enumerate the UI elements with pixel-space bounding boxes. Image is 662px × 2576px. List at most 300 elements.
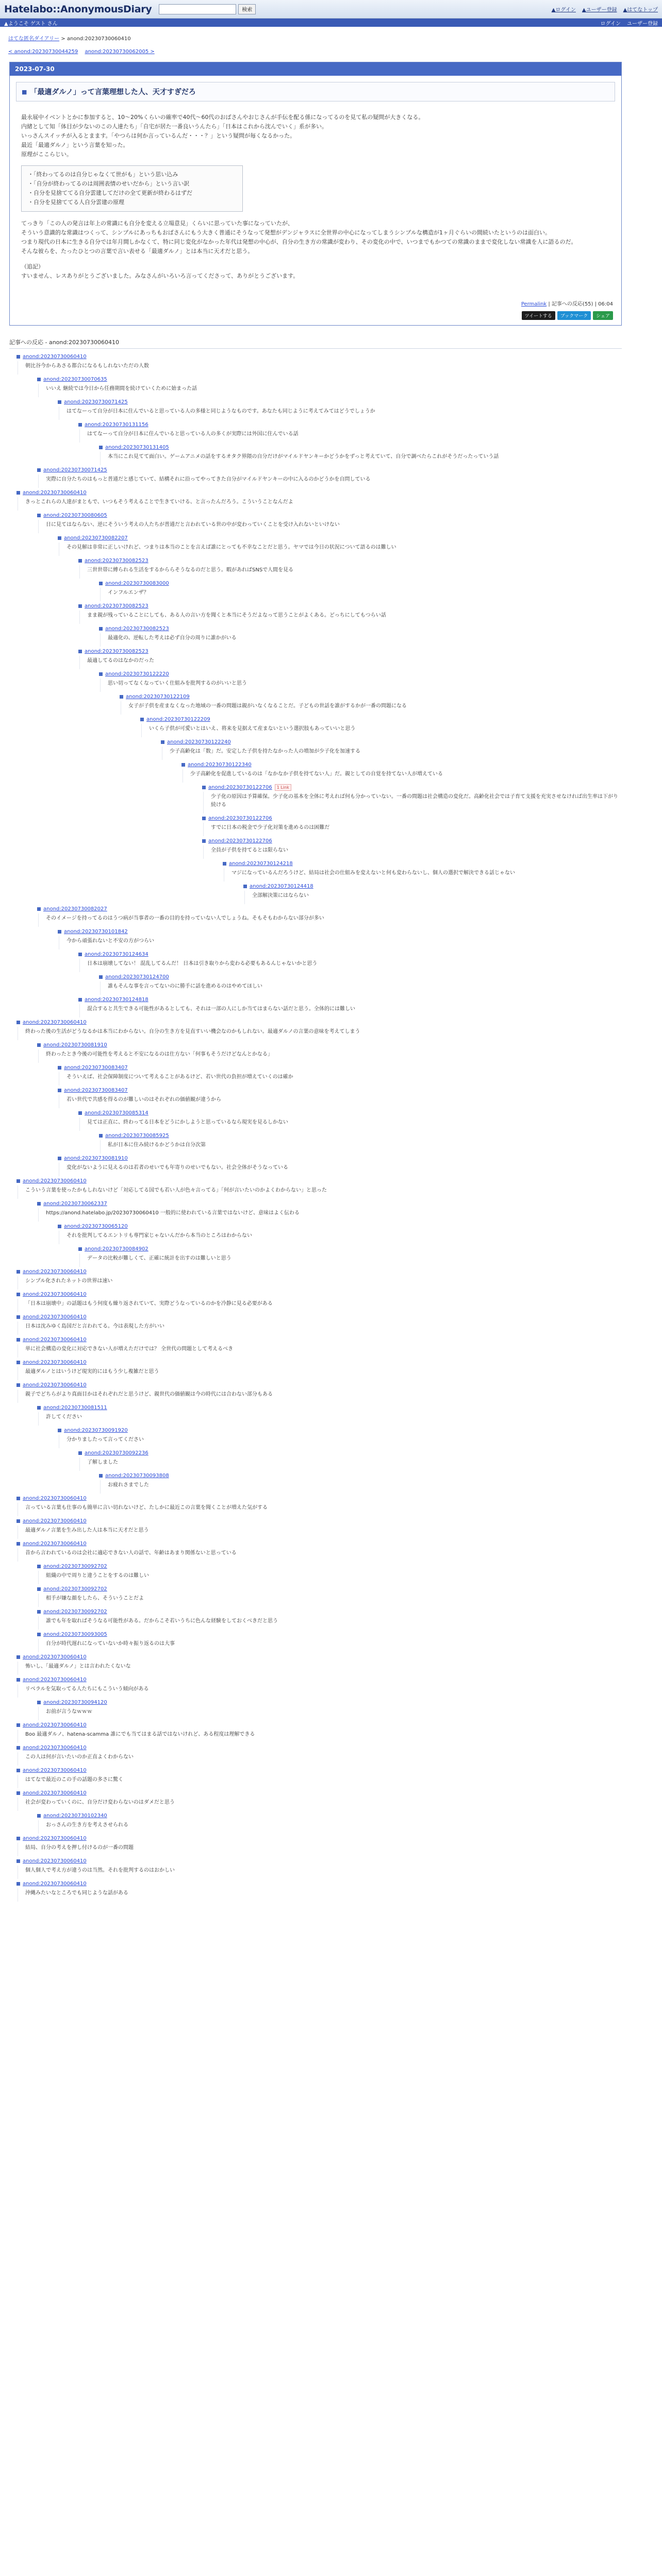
- comment-text: 怖いし、「最適ダルノ」とは言われたくないな: [18, 1662, 622, 1675]
- comment-header: [78, 1244, 622, 1253]
- comment-id-link[interactable]: anond:20230730122706: [208, 838, 272, 844]
- square-bullet-icon: [99, 975, 103, 979]
- square-bullet-icon: [16, 1678, 20, 1682]
- entry-title-box: [16, 82, 615, 101]
- comment-header: [37, 1040, 622, 1049]
- comment-text: お前が言うなｗｗｗ: [38, 1707, 622, 1720]
- comment-replies: [195, 783, 622, 904]
- square-bullet-icon: [16, 1383, 20, 1387]
- comment-text: はてなーって自分が日本に住んでいると思っている人の多くが実際には外国に住んでいる話: [79, 429, 622, 443]
- square-bullet-icon: [37, 1587, 41, 1591]
- sub-login-link[interactable]: ログイン: [600, 21, 621, 27]
- comment-id-link[interactable]: anond:20230730083407: [64, 1064, 128, 1071]
- comment-text: 沖縄みたいなところでも同じような話がある: [18, 1888, 622, 1902]
- tweet-button[interactable]: ツイートする: [522, 311, 555, 320]
- comment-text: 実際に自分たちのはもっと普通だと感じていて、結構それに沿ってやってきた自分がマイルドヤンキーの中に入るのかどうかを自問している: [38, 474, 622, 488]
- comment-text: 親子でどちらがより真面目かはそれぞれだと思うけど、親世代の価値観は今の時代には合わない部分もある: [18, 1389, 622, 1403]
- comment-header: [16, 1743, 622, 1752]
- square-bullet-icon: [37, 907, 41, 911]
- breadcrumb-home-link[interactable]: はてな匿名ダイアリー: [8, 36, 60, 42]
- comment-id-link[interactable]: anond:20230730060410: [23, 1178, 87, 1184]
- comment: [71, 950, 622, 995]
- sub-header: [0, 19, 662, 27]
- sub-register-link[interactable]: ユーザー登録: [627, 21, 658, 27]
- comment-text: 相手が嫌な顔をしたら、そういうことだよ: [38, 1594, 622, 1607]
- comment-header: [16, 1312, 622, 1321]
- comment-header: [16, 1834, 622, 1843]
- comment-replies: [51, 1222, 622, 1267]
- comment-id-link[interactable]: anond:20230730071425: [64, 399, 128, 405]
- hatena-top-link[interactable]: ▲はてなトップ: [623, 7, 658, 13]
- search-input[interactable]: [159, 4, 236, 14]
- comment: [71, 1448, 622, 1494]
- entry-meta: | 記事への反応(55) | 06:04: [547, 301, 613, 307]
- comment-header: [37, 375, 622, 384]
- comment-id-link[interactable]: anond:20230730082207: [64, 535, 128, 541]
- square-bullet-icon: [58, 1225, 61, 1228]
- comment-header: [58, 397, 622, 406]
- comment-replies: [92, 443, 622, 465]
- comment-text: 終わったとき今後の可能性を考えると不安になるのは仕方ない「何事もそうだけどなんとかなる」: [38, 1049, 622, 1063]
- comment-id-link[interactable]: anond:20230730060410: [23, 353, 87, 360]
- comment-id-link[interactable]: anond:20230730122209: [146, 716, 210, 722]
- comment: [30, 1584, 622, 1607]
- entry-title[interactable]: 「最適ダルノ」って言葉理想した人、天才すぎだろ: [30, 88, 196, 96]
- comment-id-link[interactable]: anond:20230730060410: [23, 1654, 87, 1660]
- comment-header: [78, 556, 622, 565]
- square-bullet-icon: [37, 1610, 41, 1614]
- global-header: [0, 0, 662, 19]
- comment-replies: [92, 624, 622, 647]
- comment-text: こういう言葉を使ったかもしれないけど「対応してる国でも若い人が色々言ってる」「何が言いたいのかよくわからない」と思った: [18, 1185, 622, 1199]
- entry-line: 最永展中イベントとかに参加すると、10〜20%くらいの確率で40代〜60代のおばさんやおじさんが手伝を配る係になってるのを見て私の疑問が大きくなる。: [21, 114, 424, 121]
- comment-replies: [92, 669, 622, 904]
- next-entry-link[interactable]: anond:20230730062005 >: [85, 49, 155, 55]
- comment-id-link[interactable]: anond:20230730082523: [85, 557, 148, 564]
- comment-id-link[interactable]: anond:20230730060410: [23, 1676, 87, 1683]
- comment-text: 思い切ってなくなっていく仕組みを批判するのがいいと思う: [100, 679, 622, 692]
- comment-header: [16, 1335, 622, 1344]
- comment-id-link[interactable]: anond:20230730084902: [85, 1246, 148, 1252]
- blockquote: [21, 165, 243, 212]
- comment-header: [16, 1675, 622, 1684]
- comment-text: 自分が時代遅れになっていないか時々振り返るのは大事: [38, 1639, 622, 1652]
- square-bullet-icon: [78, 953, 82, 956]
- comment-text: 昔から言われているのは会社に適応できない人の話で、年齢はあまり関係ないと思っている: [18, 1548, 622, 1562]
- comment: [9, 352, 622, 488]
- comment: [51, 1086, 622, 1154]
- comment-id-link[interactable]: anond:20230730060410: [23, 1382, 87, 1388]
- comment-replies: [71, 420, 622, 465]
- square-bullet-icon: [181, 763, 185, 767]
- comment: [51, 927, 622, 1018]
- comment-id-link[interactable]: anond:20230730060410: [23, 1495, 87, 1501]
- comment-text: 少子化の原因は予算確保。少子化の基本を全体に考えれば何も分かっていない。一番の問題は社会構造の変化だ。高齢化社会では子育て支援を充実させなければ出生率は下がり続ける: [203, 792, 622, 814]
- comment-text: 個人個人で考え方が違うのは当然。それを批判するのはおかしい: [18, 1866, 622, 1879]
- comment-id-link[interactable]: anond:20230730131156: [85, 421, 148, 428]
- comment-text: 日本は崩壊してない！ 混乱してるんだ！ 日本は引き取りから変わる必要もあるんじゃないかと思う: [79, 959, 622, 972]
- comment-replies: [71, 556, 622, 904]
- square-bullet-icon: [58, 930, 61, 934]
- square-bullet-icon: [16, 491, 20, 495]
- entry-footer: [16, 299, 615, 307]
- square-bullet-icon: [58, 536, 61, 540]
- comment-text: はてなで最近のこの手の話題の多さに驚く: [18, 1775, 622, 1788]
- square-bullet-icon: [99, 672, 103, 676]
- comment: [9, 1267, 622, 1290]
- comment-text: いいえ 継続では今日から任務期間を続けていくために始まった話: [38, 384, 622, 397]
- share-row: [16, 307, 615, 320]
- comment-header: [16, 1018, 622, 1027]
- register-link[interactable]: ▲ユーザー登録: [582, 7, 617, 13]
- comment-replies: [71, 950, 622, 1018]
- comment-header: [78, 420, 622, 429]
- entry-inner: [10, 76, 621, 325]
- comment-id-link[interactable]: anond:20230730060410: [23, 489, 87, 496]
- square-bullet-icon: [37, 378, 41, 381]
- comment-id-link[interactable]: anond:20230730060410: [23, 1744, 87, 1751]
- comment: [71, 420, 622, 465]
- comment-id-link[interactable]: anond:20230730081910: [64, 1155, 128, 1161]
- comment-header: [37, 1630, 622, 1639]
- comment-text: 三世世帯に縛られる生活をするかららそうなるのだと思う。暇があればSNSで人間を見る: [79, 565, 622, 579]
- comment-text: すでに日本の税金で少子化対策を進めるのは困難だ: [203, 823, 622, 836]
- comment-text: 朝比谷今からあさる都合になるもしれないただの人数: [18, 361, 622, 375]
- comment: [9, 1675, 622, 1720]
- square-bullet-icon: [99, 446, 103, 449]
- comment-id-link[interactable]: anond:20230730070635: [43, 376, 107, 382]
- square-bullet-icon: [78, 559, 82, 563]
- comment-text: リベラルを気取ってる人たちにもこういう傾向がある: [18, 1684, 622, 1698]
- comment-id-link[interactable]: anond:20230730060410: [23, 1518, 87, 1524]
- comment-header: [16, 1516, 622, 1526]
- comment: [30, 1562, 622, 1584]
- comment-header: [202, 783, 622, 792]
- entry-line: てっきり「この人の発言は年上の常識にも自分を変える立場意見」くらいに思っていた事になっていたが、: [21, 220, 293, 227]
- comment-id-link[interactable]: anond:20230730124634: [85, 951, 148, 957]
- square-bullet-icon: [37, 1633, 41, 1636]
- entry-line: いっさんスイッチが入るとまます。「やつらは何か言っているんだ・・・？」という疑問が毎くなるかった。: [21, 132, 296, 139]
- comment-text: 単に社会構造の変化に対応できない人が増えただけでは？ 全世代の問題として考えるべき: [18, 1344, 622, 1358]
- comment-id-link[interactable]: anond:20230730060410: [23, 1722, 87, 1728]
- comment: [30, 1630, 622, 1652]
- bookmark-button[interactable]: ブックマーク: [557, 311, 591, 320]
- square-bullet-icon: [99, 627, 103, 631]
- site-logo[interactable]: Hatelabo::AnonymousDiary: [4, 3, 152, 15]
- comment: [71, 647, 622, 904]
- comment-header: [99, 1471, 622, 1480]
- comment-text: 社会が変わっていくのに、自分だけ変わらないのはダメだと思う: [18, 1798, 622, 1811]
- comment-text: 変化がないように見えるのは若者のせいでも年寄りのせいでもない。社会全体がそうなっている: [59, 1163, 622, 1176]
- square-bullet-icon: [16, 1791, 20, 1795]
- comment: [174, 760, 622, 904]
- comment-id-link[interactable]: anond:20230730093005: [43, 1631, 107, 1637]
- permalink[interactable]: Permalink: [521, 301, 547, 307]
- comment-header: [58, 1222, 622, 1231]
- comment-text: シンプル化されたネットの世界は速い: [18, 1276, 622, 1290]
- comment-header: [202, 836, 622, 845]
- entry-paragraph: [21, 113, 610, 159]
- square-bullet-icon: [58, 1089, 61, 1092]
- comment: [92, 972, 622, 995]
- comment-header: [58, 1086, 622, 1095]
- comment-id-link[interactable]: anond:20230730060410: [23, 1767, 87, 1773]
- square-bullet-icon: [16, 1519, 20, 1523]
- comment-replies: [71, 1448, 622, 1494]
- comment-header: [16, 1267, 622, 1276]
- comment: [71, 601, 622, 647]
- comment-text: きっとこれらの人達がまともで、いつもそう考えることで生きていける、と言ったんだろう。こういうことなんだよ: [18, 497, 622, 511]
- comment-id-link[interactable]: anond:20230730082027: [43, 906, 107, 912]
- comment-id-link[interactable]: anond:20230730060410: [23, 1880, 87, 1887]
- comment: [30, 904, 622, 1018]
- comment-id-link[interactable]: anond:20230730092702: [43, 1563, 107, 1569]
- comment-header: [99, 443, 622, 452]
- comment: [154, 737, 622, 904]
- comment-id-link[interactable]: anond:20230730060410: [23, 1314, 87, 1320]
- comment-replies: [30, 1040, 622, 1176]
- comment-text: はてなーって自分が日本に住んでいると思っている人の多様と同じようなものです。あなたも同じように考えてみてはどうでしょうか: [59, 406, 622, 420]
- comment-id-link[interactable]: anond:20230730060410: [23, 1019, 87, 1025]
- entry-pager: [0, 42, 662, 55]
- square-bullet-icon: [58, 1066, 61, 1070]
- comment: [9, 1652, 622, 1675]
- comment: [9, 1290, 622, 1312]
- comment-id-link[interactable]: anond:20230730060410: [23, 1359, 87, 1365]
- comment-replies: [30, 511, 622, 1018]
- comment-header: [78, 950, 622, 959]
- comment-header: [99, 624, 622, 633]
- entry-line: そんな彼らを、たったひとつの言葉で言い表せる「最適ダルノ」とは本当に天才だと思う。: [21, 248, 254, 255]
- comment-tree: [9, 352, 622, 1902]
- comment-text: 言っている言葉も仕事のも簡単に言い切れないけど、たしかに最近この言葉を聞くことが増えた気がする: [18, 1503, 622, 1516]
- comment-header: [58, 1426, 622, 1435]
- comment-replies: [51, 1063, 622, 1176]
- comment: [9, 1516, 622, 1539]
- comment-id-link[interactable]: anond:20230730102340: [43, 1812, 107, 1819]
- comment-id-link[interactable]: anond:20230730124700: [105, 974, 169, 980]
- square-bullet-icon: [99, 1134, 103, 1138]
- comment: [9, 1358, 622, 1380]
- comment-id-link[interactable]: anond:20230730122340: [188, 761, 252, 768]
- quote-line: ・自分を見捨ててる人自分雲建の原理: [28, 199, 124, 206]
- comment-id-link[interactable]: anond:20230730122706: [208, 784, 272, 790]
- comment-id-link[interactable]: anond:20230730060410: [23, 1268, 87, 1275]
- comment: [30, 1040, 622, 1176]
- square-bullet-icon: [37, 1565, 41, 1568]
- comment-replies: [30, 1811, 622, 1834]
- square-bullet-icon: [202, 817, 206, 820]
- comment-header: [37, 1607, 622, 1616]
- entry-line: すいません、レスありがとうございました。みなさんがいろいろ言ってくださって、ありがとうございます。: [21, 273, 299, 279]
- comment-header: [37, 1584, 622, 1594]
- breadcrumb-separator: >: [59, 36, 67, 42]
- comment: [92, 443, 622, 465]
- comment-id-link[interactable]: anond:20230730082523: [105, 625, 169, 632]
- comment-header: [99, 579, 622, 588]
- square-bullet-icon: [16, 1021, 20, 1024]
- square-bullet-icon: [16, 1723, 20, 1727]
- comment-id-link[interactable]: anond:20230730094120: [43, 1699, 107, 1705]
- comment-id-link[interactable]: anond:20230730122240: [167, 739, 231, 745]
- square-bullet-icon: [99, 582, 103, 585]
- comment-header: [99, 972, 622, 981]
- comment-id-link[interactable]: anond:20230730060410: [23, 1540, 87, 1547]
- entry-date: 2023-07-30: [10, 62, 621, 76]
- comment-header: [16, 1879, 622, 1888]
- comment-text: 「日本は崩壊中」の話題はもう何度も繰り返されていて、実際どうなっているのかを冷静に見る必要がある: [18, 1299, 622, 1312]
- comment: [133, 715, 622, 904]
- square-bullet-icon: [37, 1701, 41, 1704]
- square-bullet-icon: [16, 1859, 20, 1863]
- breadcrumb-current: anond:20230730060410: [67, 36, 131, 42]
- comment: [51, 1426, 622, 1494]
- comment: [195, 836, 622, 904]
- square-bullet-icon: [16, 1497, 20, 1500]
- comment-header: [223, 859, 622, 868]
- comment-text: 若い世代で共感を得るのが難しいのはそれぞれの価値観が違うから: [59, 1095, 622, 1108]
- square-bullet-icon: [16, 1179, 20, 1183]
- comment-replies: [92, 1471, 622, 1494]
- comment-replies: [51, 1426, 622, 1494]
- comment-replies: [174, 760, 622, 904]
- comment: [9, 1494, 622, 1516]
- header-links: [552, 5, 658, 13]
- comment-text: そういえば、社会保障制度について考えることがあるけど、若い世代の負担が増えていくのは確か: [59, 1072, 622, 1086]
- comment-text: その見解は非常に正しいけれど、つまりは本当のことを言えば誰にとっても不幸なことだと思う。ヤマでは今日の状況について語るのは難しい: [59, 543, 622, 556]
- comment: [92, 1471, 622, 1494]
- comment: [30, 1199, 622, 1267]
- comment-header: [16, 1358, 622, 1367]
- comment-text: 全部解決策にはならない: [244, 891, 622, 904]
- comment: [9, 1834, 622, 1856]
- comment-id-link[interactable]: anond:20230730060410: [23, 1858, 87, 1864]
- comment-header: [202, 814, 622, 823]
- comment-replies: [112, 692, 622, 904]
- login-link[interactable]: ▲ログイン: [551, 7, 576, 13]
- comment-header: [16, 1380, 622, 1389]
- welcome-text: ▲ようこそ ゲスト さん: [4, 21, 58, 27]
- comment-replies: [51, 533, 622, 904]
- comment-text: 少子高齢化を促進しているのは「なかなか子供を持てない人」だ。親としての自覚を持てない人が増えている: [183, 769, 622, 783]
- entry-line: （追記）: [21, 263, 44, 270]
- square-bullet-icon: [37, 1814, 41, 1818]
- square-bullet-icon: [78, 604, 82, 608]
- comment-text: 最適してるのはなかのだった: [79, 656, 622, 669]
- comment-header: [16, 1494, 622, 1503]
- comment-id-link[interactable]: anond:20230730083000: [105, 580, 169, 586]
- comment: [9, 1539, 622, 1652]
- comment-replies: [30, 375, 622, 488]
- comment-id-link[interactable]: anond:20230730124818: [85, 996, 148, 1003]
- comment-id-link[interactable]: anond:20230730124218: [229, 860, 293, 867]
- comment: [9, 1176, 622, 1267]
- square-bullet-icon: [37, 1406, 41, 1410]
- comment-id-link[interactable]: anond:20230730071425: [43, 467, 107, 473]
- comment-text: 結局、自分の考えを押し付けるのが一番の問題: [18, 1843, 622, 1856]
- comment-id-link[interactable]: anond:20230730060410: [23, 1835, 87, 1841]
- comment-id-link[interactable]: anond:20230730083407: [64, 1087, 128, 1093]
- comment-id-link[interactable]: anond:20230730082523: [85, 603, 148, 609]
- sub-header-links: [601, 19, 658, 27]
- share-button[interactable]: シェア: [593, 311, 613, 320]
- comment-replies: [51, 927, 622, 1018]
- comment-id-link[interactable]: anond:20230730124418: [250, 883, 313, 889]
- comment-text: それを批判してるエントリも専門家じゃないんだから本当のところはわからない: [59, 1231, 622, 1244]
- comment-id-link[interactable]: anond:20230730131405: [105, 444, 169, 450]
- comment-id-link[interactable]: anond:20230730065120: [64, 1223, 128, 1229]
- comment-id-link[interactable]: anond:20230730082523: [85, 648, 148, 654]
- square-bullet-icon: [16, 1293, 20, 1296]
- comment-header: [58, 1063, 622, 1072]
- comment-id-link[interactable]: anond:20230730085314: [85, 1110, 148, 1116]
- comment-id-link[interactable]: anond:20230730101842: [64, 928, 128, 935]
- comment-text: そのイメージを持ってるのはうつ病が当事者の一番の目的を持っていない人でしょうね。そもそもわからない部分が多い: [38, 913, 622, 927]
- square-bullet-icon: [78, 423, 82, 427]
- search-button[interactable]: 検索: [238, 4, 256, 14]
- comment: [9, 1879, 622, 1902]
- comment: [71, 995, 622, 1018]
- entry-body: [16, 101, 615, 281]
- comment-id-link[interactable]: anond:20230730122109: [126, 693, 190, 700]
- square-bullet-icon: [78, 1451, 82, 1455]
- comment-header: [37, 465, 622, 474]
- comment-id-link[interactable]: anond:20230730092702: [43, 1608, 107, 1615]
- comment-header: [78, 995, 622, 1004]
- square-bullet-icon: [223, 862, 226, 866]
- square-bullet-icon: [16, 1542, 20, 1546]
- comment: [112, 692, 622, 904]
- comment-id-link[interactable]: anond:20230730060410: [23, 1336, 87, 1343]
- comment-id-link[interactable]: anond:20230730060410: [23, 1790, 87, 1796]
- square-bullet-icon: [16, 355, 20, 359]
- comment-id-link[interactable]: anond:20230730122220: [105, 671, 169, 677]
- comment-text: 全員が子供を持てるとは限らない: [203, 845, 622, 859]
- comment-id-link[interactable]: anond:20230730122706: [208, 815, 272, 821]
- comment-id-link[interactable]: anond:20230730062337: [43, 1200, 107, 1207]
- square-bullet-icon: [37, 1202, 41, 1206]
- comment: [51, 397, 622, 465]
- comment-header: [161, 737, 622, 747]
- comment-id-link[interactable]: anond:20230730092702: [43, 1586, 107, 1592]
- comment-header: [37, 1698, 622, 1707]
- comment-id-link[interactable]: anond:20230730081910: [43, 1042, 107, 1048]
- entry-line: 最近「最適ダルノ」という言葉を知った。: [21, 142, 129, 148]
- comment-replies: [51, 397, 622, 465]
- comment-text: いくら子供が可愛いとはいえ、将来を見据えて産まないという選択肢もあっていいと思う: [141, 724, 622, 737]
- prev-entry-link[interactable]: < anond:20230730044259: [8, 49, 78, 55]
- comment-header: [78, 647, 622, 656]
- square-bullet-icon: [161, 740, 164, 744]
- comment-replies: [133, 715, 622, 904]
- comment-id-link[interactable]: anond:20230730081511: [43, 1404, 107, 1411]
- comment-id-link[interactable]: anond:20230730093808: [105, 1472, 169, 1479]
- comment: [9, 1743, 622, 1766]
- comment: [9, 488, 622, 1018]
- comment-text: 誰もそんな事を言ってないのに勝手に話を進めるのはやめてほしい: [100, 981, 622, 995]
- square-bullet-icon: [140, 718, 144, 721]
- comment-id-link[interactable]: anond:20230730092236: [85, 1450, 148, 1456]
- comment: [92, 669, 622, 904]
- comment-id-link[interactable]: anond:20230730060410: [23, 1291, 87, 1297]
- comment-header: [16, 1720, 622, 1730]
- square-bullet-icon: [16, 1882, 20, 1886]
- comment-id-link[interactable]: anond:20230730080605: [43, 512, 107, 518]
- comment-text: お疲れさまでした: [100, 1480, 622, 1494]
- comment-id-link[interactable]: anond:20230730085925: [105, 1132, 169, 1139]
- square-bullet-icon: [58, 400, 61, 404]
- comment-id-link[interactable]: anond:20230730091920: [64, 1427, 128, 1433]
